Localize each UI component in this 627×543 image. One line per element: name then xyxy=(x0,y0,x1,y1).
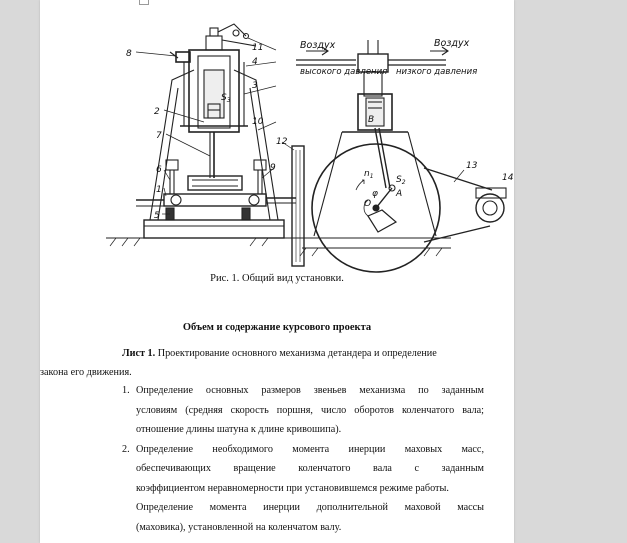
label-10: 10 xyxy=(252,117,264,127)
label-1: 1 xyxy=(156,185,162,195)
text-boundary-mark xyxy=(139,0,149,5)
label-a: A xyxy=(396,189,403,199)
label-phi: φ xyxy=(372,189,378,199)
list-item-line: Определение необходимого момента инерции маховых масс, xyxy=(136,443,484,455)
list-item xyxy=(122,381,484,440)
list-item-line: условиям (средняя скорость поршня, число оборотов коленчатого вала; xyxy=(136,404,484,416)
label-8: 8 xyxy=(126,49,132,59)
label-o: O xyxy=(364,199,372,209)
figure-caption: Рис. 1. Общий вид установки. xyxy=(210,273,344,284)
sheet-paragraph xyxy=(40,344,484,382)
document-page xyxy=(40,0,514,543)
label-9: 9 xyxy=(270,163,276,173)
label-s3: $S_3$ xyxy=(221,93,231,104)
list-item-number: 1. xyxy=(122,385,130,396)
label-11: 11 xyxy=(252,43,264,53)
label-12: 12 xyxy=(276,137,288,147)
low-air-word: Воздух xyxy=(434,38,470,49)
figure-general-view xyxy=(106,10,514,270)
sheet-title: Лист 1. xyxy=(122,348,156,359)
label-4: 4 xyxy=(252,57,258,67)
list-item-line: Определение момента инерции дополнительной маховой массы xyxy=(136,502,484,513)
label-s2: $S_2$ xyxy=(396,175,406,186)
list-item-line: Определение основных размеров звеньев механизма по заданным xyxy=(136,385,484,396)
list-item-line: обеспечивающих вращение коленчатого вала с заданным xyxy=(136,463,484,474)
list-item-line: коэффициентом неравномерности при установившемся режиме работы. xyxy=(136,482,449,494)
label-7: 7 xyxy=(156,131,162,141)
sheet-text-line1: Проектирование основного механизма детандера и определение xyxy=(157,348,437,359)
list-item xyxy=(122,440,484,538)
label-13: 13 xyxy=(466,161,478,171)
high-air-pressure: высокого давления xyxy=(300,67,388,77)
requirements-list xyxy=(122,381,484,537)
label-2: 2 xyxy=(154,107,160,117)
high-air-word: Воздух xyxy=(300,40,336,51)
section-heading: Объем и содержание курсового проекта xyxy=(182,322,372,333)
label-6: 6 xyxy=(156,165,162,175)
label-5: 5 xyxy=(154,211,160,221)
label-b: B xyxy=(368,115,375,125)
list-item-line: (маховика), установленной на коленчатом валу. xyxy=(136,521,342,533)
label-14: 14 xyxy=(502,173,514,183)
label-3: 3 xyxy=(252,81,258,91)
list-item-number: 2. xyxy=(122,443,130,455)
list-item-line: отношение длины шатуна к длине кривошипа). xyxy=(136,424,342,435)
sheet-text-line2: закона его движения. xyxy=(40,367,132,378)
low-air-pressure: низкого давления xyxy=(396,67,478,77)
label-n1: $n_1$ xyxy=(364,169,374,180)
